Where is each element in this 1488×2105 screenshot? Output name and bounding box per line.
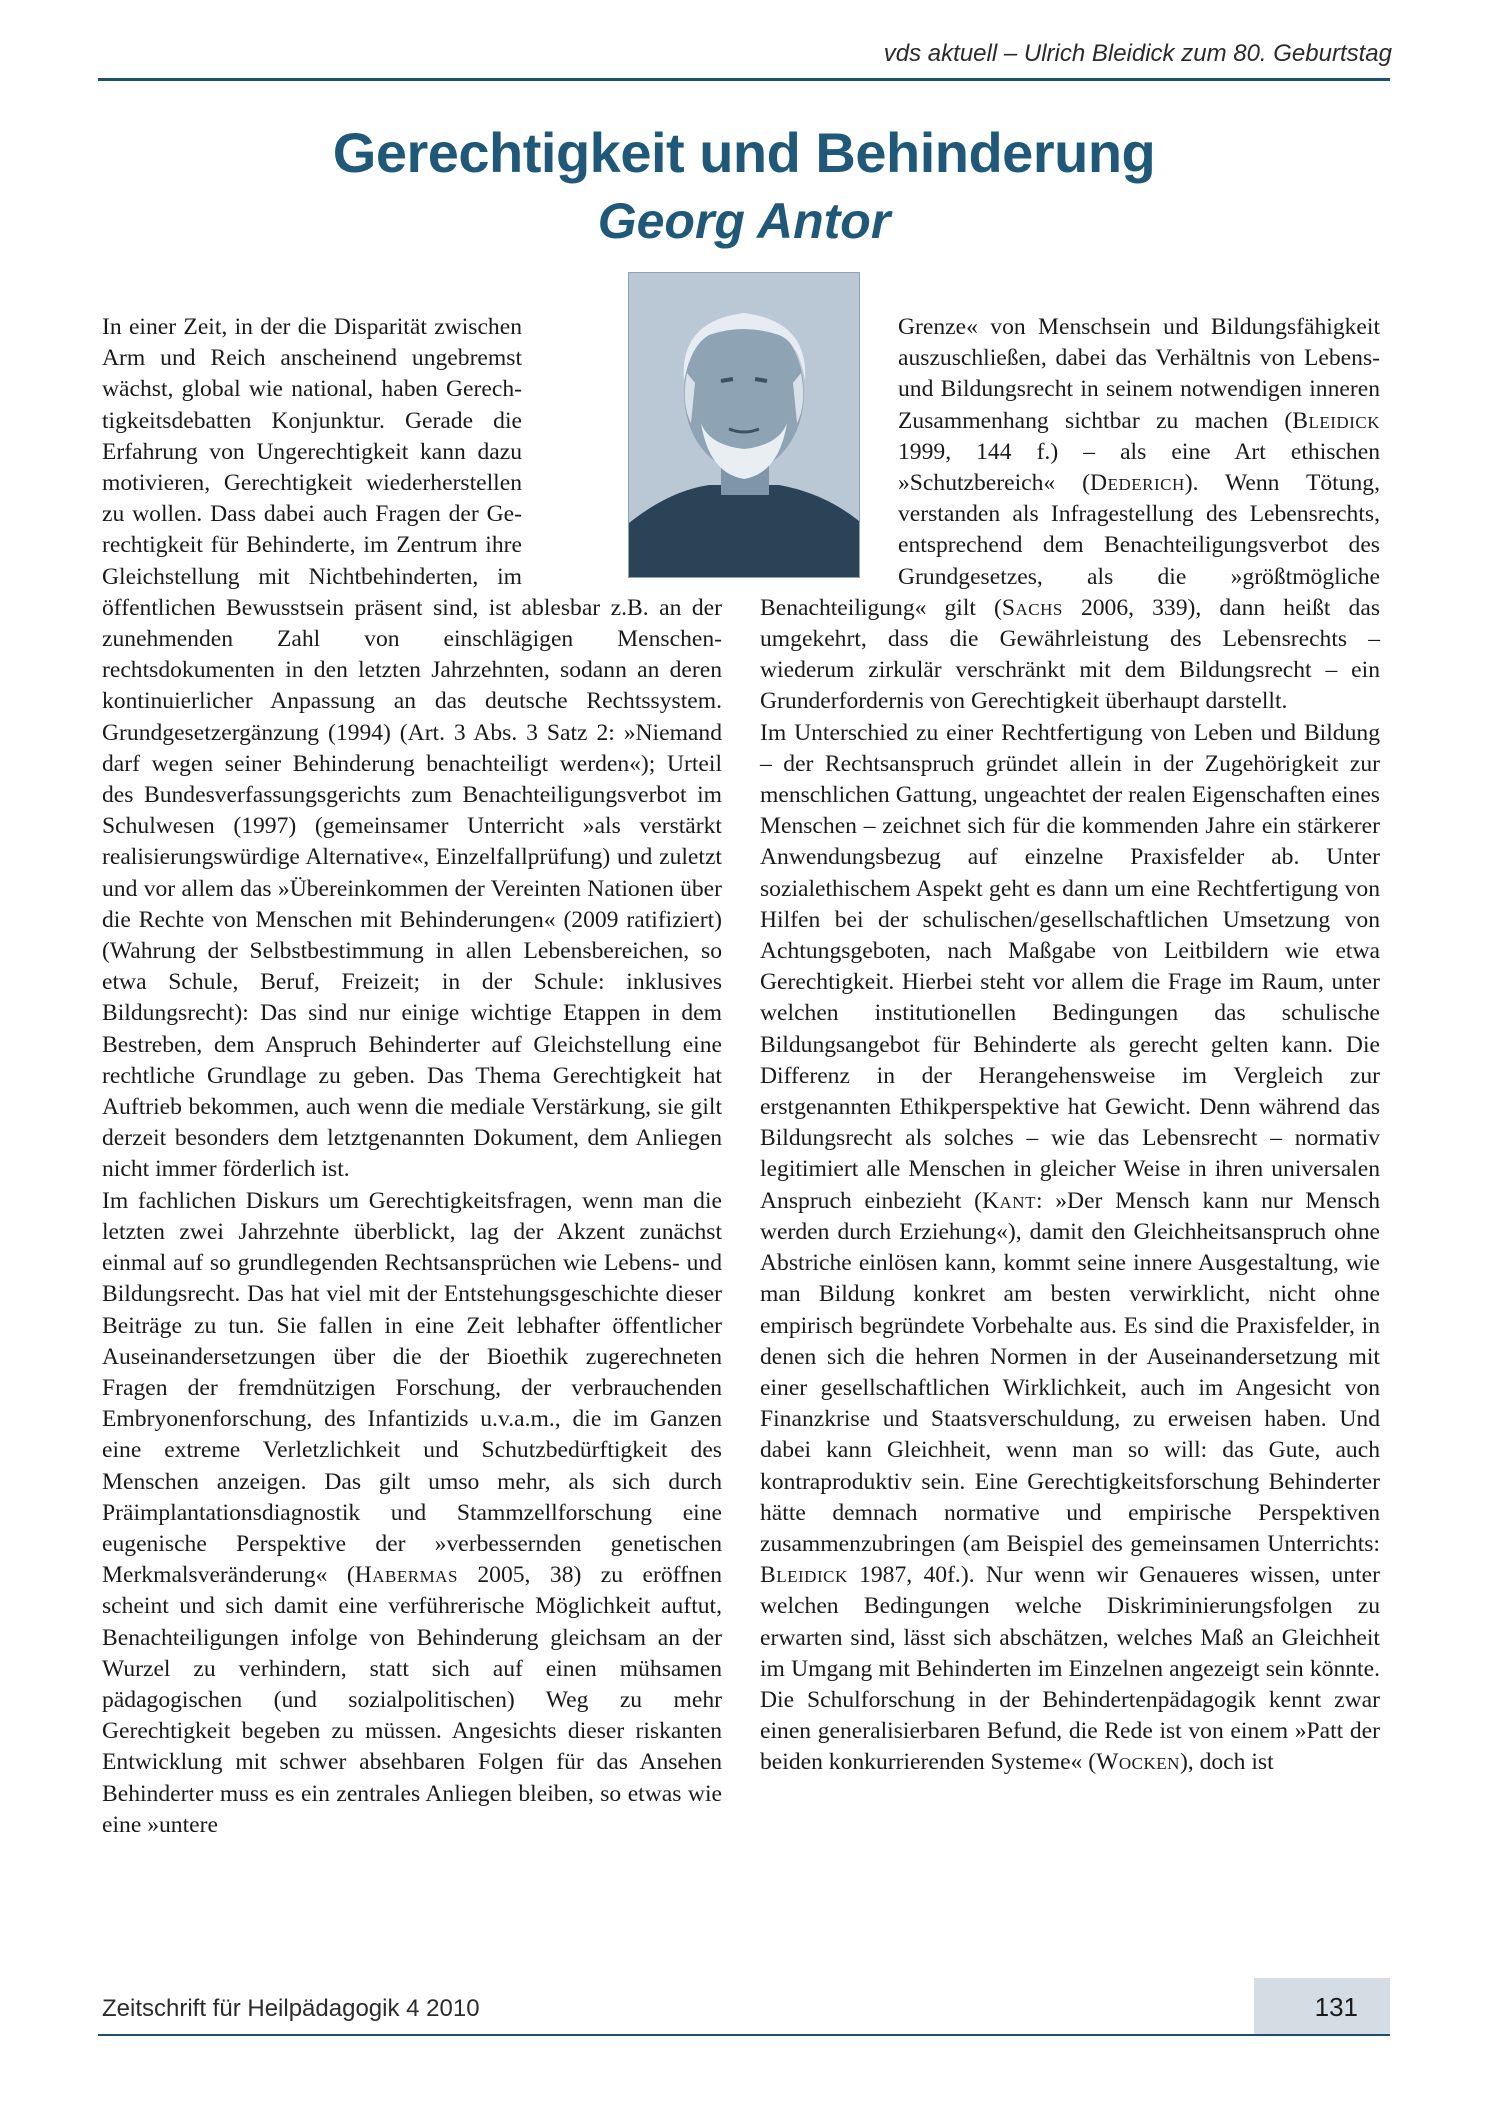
footer-journal: Zeitschrift für Heilpädagogik 4 2010	[102, 1995, 480, 2022]
article-title: Gerechtigkeit und Behinderung	[332, 121, 1156, 184]
paragraph: Grenze« von Menschsein und Bildungsfähigkeit auszuschließen, dabei das Verhältnis von Lebens- und Bildungsrecht in seinem notwendigen inneren Zusammenhang sichtbar zu machen (Bleidick 1999, 144 f.) – als eine Art ethischen »Schutzbereich« (Dederich). Wenn Tötung, verstanden als Infragestellung des Lebensrechts, entsprechend dem Benachteiligungsverbot des Grundgesetzes, als die »größtmögliche Benachteiligung« gilt (Sachs 2006, 339), dann heißt das umgekehrt, dass die Gewährleistung des Lebensrechts – wiederum zirkulär verschränkt mit dem Bildungsrecht – ein Grunderfordernis von Gerechtigkeit überhaupt darstellt.	[760, 314, 1380, 715]
paragraph: Im Unterschied zu einer Rechtfertigung von Leben und Bildung – der Rechtsanspruch gründet allein in der Zugehörigkeit zur menschlichen Gattung, ungeachtet der realen Eigenschaften eines Menschen – zeichnet sich für die kommenden Jahre ein stärkerer Anwendungsbezug auf einzelne Praxisfelder ab. Unter sozialethischem Aspekt geht es dann um eine Rechtfertigung von Hilfen bei der schulischen/gesellschaftlichen Umsetzung von Achtungsgeboten, nach Maßgabe von Leitbildern wie etwa Gerechtigkeit. Hierbei steht vor allem die Frage im Raum, unter welchen institutionellen Bedingungen das schulische Bildungsangebot für Behinderte als gerecht gelten kann. Die Differenz in der Herangehensweise im Vergleich zur erstgenannten Ethikperspektive hat Gewicht. Denn während das Bildungsrecht als solches – wie das Lebensrecht – normativ legitimiert alle Menschen in gleicher Weise in ihren universalen Anspruch einbezieht (Kant: »Der Mensch kann nur Mensch werden durch Erziehung«), damit den Gleichheitsanspruch ohne Abstriche einlösen kann, kommt seine innere Ausgestaltung, wie man Bildung konkret am besten verwirklicht, nicht ohne empirisch begründete Vorbehalte aus. Es sind die Praxisfelder, in denen sich die hehren Normen in der Auseinandersetzung mit einer gesellschaftlichen Wirklichkeit, auch im Angesicht von Finanzkrise und Staatsverschuldung, zu erweisen haben. Und dabei kann Gleichheit, wenn man so will: das Gute, auch kontraproduktiv sein. Eine Gerechtigkeitsforschung Behinderter hätte demnach normative und empirische Perspektiven zusammenzubringen (am Beispiel des gemeinsamen Unterrichts: Bleidick 1987, 40f.). Nur wenn wir Genaueres wissen, unter welchen Bedingungen welche Diskriminierungsfolgen zu erwarten sind, lässt sich abschätzen, welches Maß an Gleichheit im Umgang mit Behinderten im Einzelnen angezeigt sein könnte. Die Schulforschung in der Behindertenpädagogik kennt zwar einen generalisierbaren Befund, die Rede ist von einem »Patt der beiden konkurrierenden Systeme« (Wocken), doch ist	[760, 719, 1380, 1776]
citation: Sachs	[1001, 594, 1063, 621]
page-number: 131	[1314, 1992, 1358, 2022]
footer-rule	[98, 2034, 1390, 2036]
citation: Dederich	[1090, 470, 1185, 497]
paragraph: Im fachlichen Diskurs um Gerechtigkeitsfragen, wenn man die letzten zwei Jahrzehnte überblickt, lag der Akzent zunächst einmal auf so grundlegenden Rechtsansprüchen wie Lebens- und Bildungsrecht. Das hat viel mit der Entstehungsgeschichte dieser Beiträge zu tun. Sie fallen in eine Zeit lebhafter öffentlicher Auseinandersetzungen über die der Bioethik zugerechneten Fragen der fremdnützigen Forschung, der verbrauchenden Embryonenforschung, des Infantizids u.v.a.m., die im Ganzen eine extreme Verletzlichkeit und Schutzbedürftigkeit des Menschen anzeigen. Das gilt umso mehr, als sich durch Präimplantationsdiagnostik und Stammzellforschung eine eugenische Perspektive der »verbessernden genetischen Merkmalsveränderung« (Habermas 2005, 38) zu eröffnen scheint und sich damit eine verführerische Möglichkeit auftut, Benachteiligungen infolge von Behinderung gleichsam an der Wurzel zu verhindern, statt sich auf einen mühsamen pädagogischen (und sozialpolitischen) Weg zu mehr Gerechtigkeit begeben zu müssen. Angesichts dieser riskanten Entwicklung mit schwer absehbaren Folgen für das Ansehen Behinderter muss es ein zentrales Anliegen bleiben, so etwas wie eine »untere	[102, 1187, 722, 1838]
citation: Bleidick	[760, 1562, 848, 1589]
paragraph: In einer Zeit, in der die Disparität zwischen Arm und Reich anscheinend ungebremst wächst, global wie national, haben Gerechtigkeitsdebatten Konjunktur. Gerade die Erfahrung von Ungerechtigkeit kann dazu motivieren, Gerechtigkeit wiederherstellen zu wollen. Dass dabei auch Fragen der Gerechtigkeit für Behinderte, im Zentrum ihre Gleichstellung mit Nichtbehinderten, im öffentlichen Bewusstsein präsent sind, ist ablesbar z.B. an der zunehmenden Zahl von einschlägigen Menschenrechtsdokumenten in den letzten Jahrzehnten, sodann an deren kontinuierlicher Anpassung an das deutsche Rechtssystem. Grundgesetzergänzung (1994) (Art. 3 Abs. 3 Satz 2: »Niemand darf wegen seiner Behinderung benachteiligt werden«); Urteil des Bundesverfassungsgerichts zum Benachteiligungsverbot im Schulwesen (1997) (gemeinsamer Unterricht »als verstärkt realisierungswürdige Alternative«, Einzelfallprüfung) und zuletzt und vor allem das »Übereinkommen der Vereinten Nationen über die Rechte von Menschen mit Behinderungen« (2009 ratifiziert) (Wahrung der Selbstbestimmung in allen Lebensbereichen, so etwa Schule, Beruf, Freizeit; in der Schule: inklusives Bildungsrecht): Das sind nur einige wichtige Etappen in dem Bestreben, dem Anspruch Behinderter auf Gleichstellung eine rechtliche Grundlage zu geben. Das Thema Gerechtigkeit hat Auftrieb bekommen, auch wenn die mediale Verstärkung, sie gilt derzeit besonders dem letztgenannten Dokument, dem Anliegen nicht immer förderlich ist.	[102, 314, 722, 1183]
running-header: vds aktuell – Ulrich Bleidick zum 80. Geburtstag	[883, 40, 1392, 67]
header-rule	[98, 78, 1390, 81]
citation: Habermas	[354, 1562, 458, 1589]
citation: Bleidick	[1292, 407, 1380, 434]
citation: Wocken	[1096, 1749, 1180, 1776]
left-column	[102, 312, 722, 1841]
citation: Kant	[981, 1187, 1036, 1214]
right-column	[760, 312, 1380, 1779]
article-author: Georg Antor	[597, 193, 891, 249]
